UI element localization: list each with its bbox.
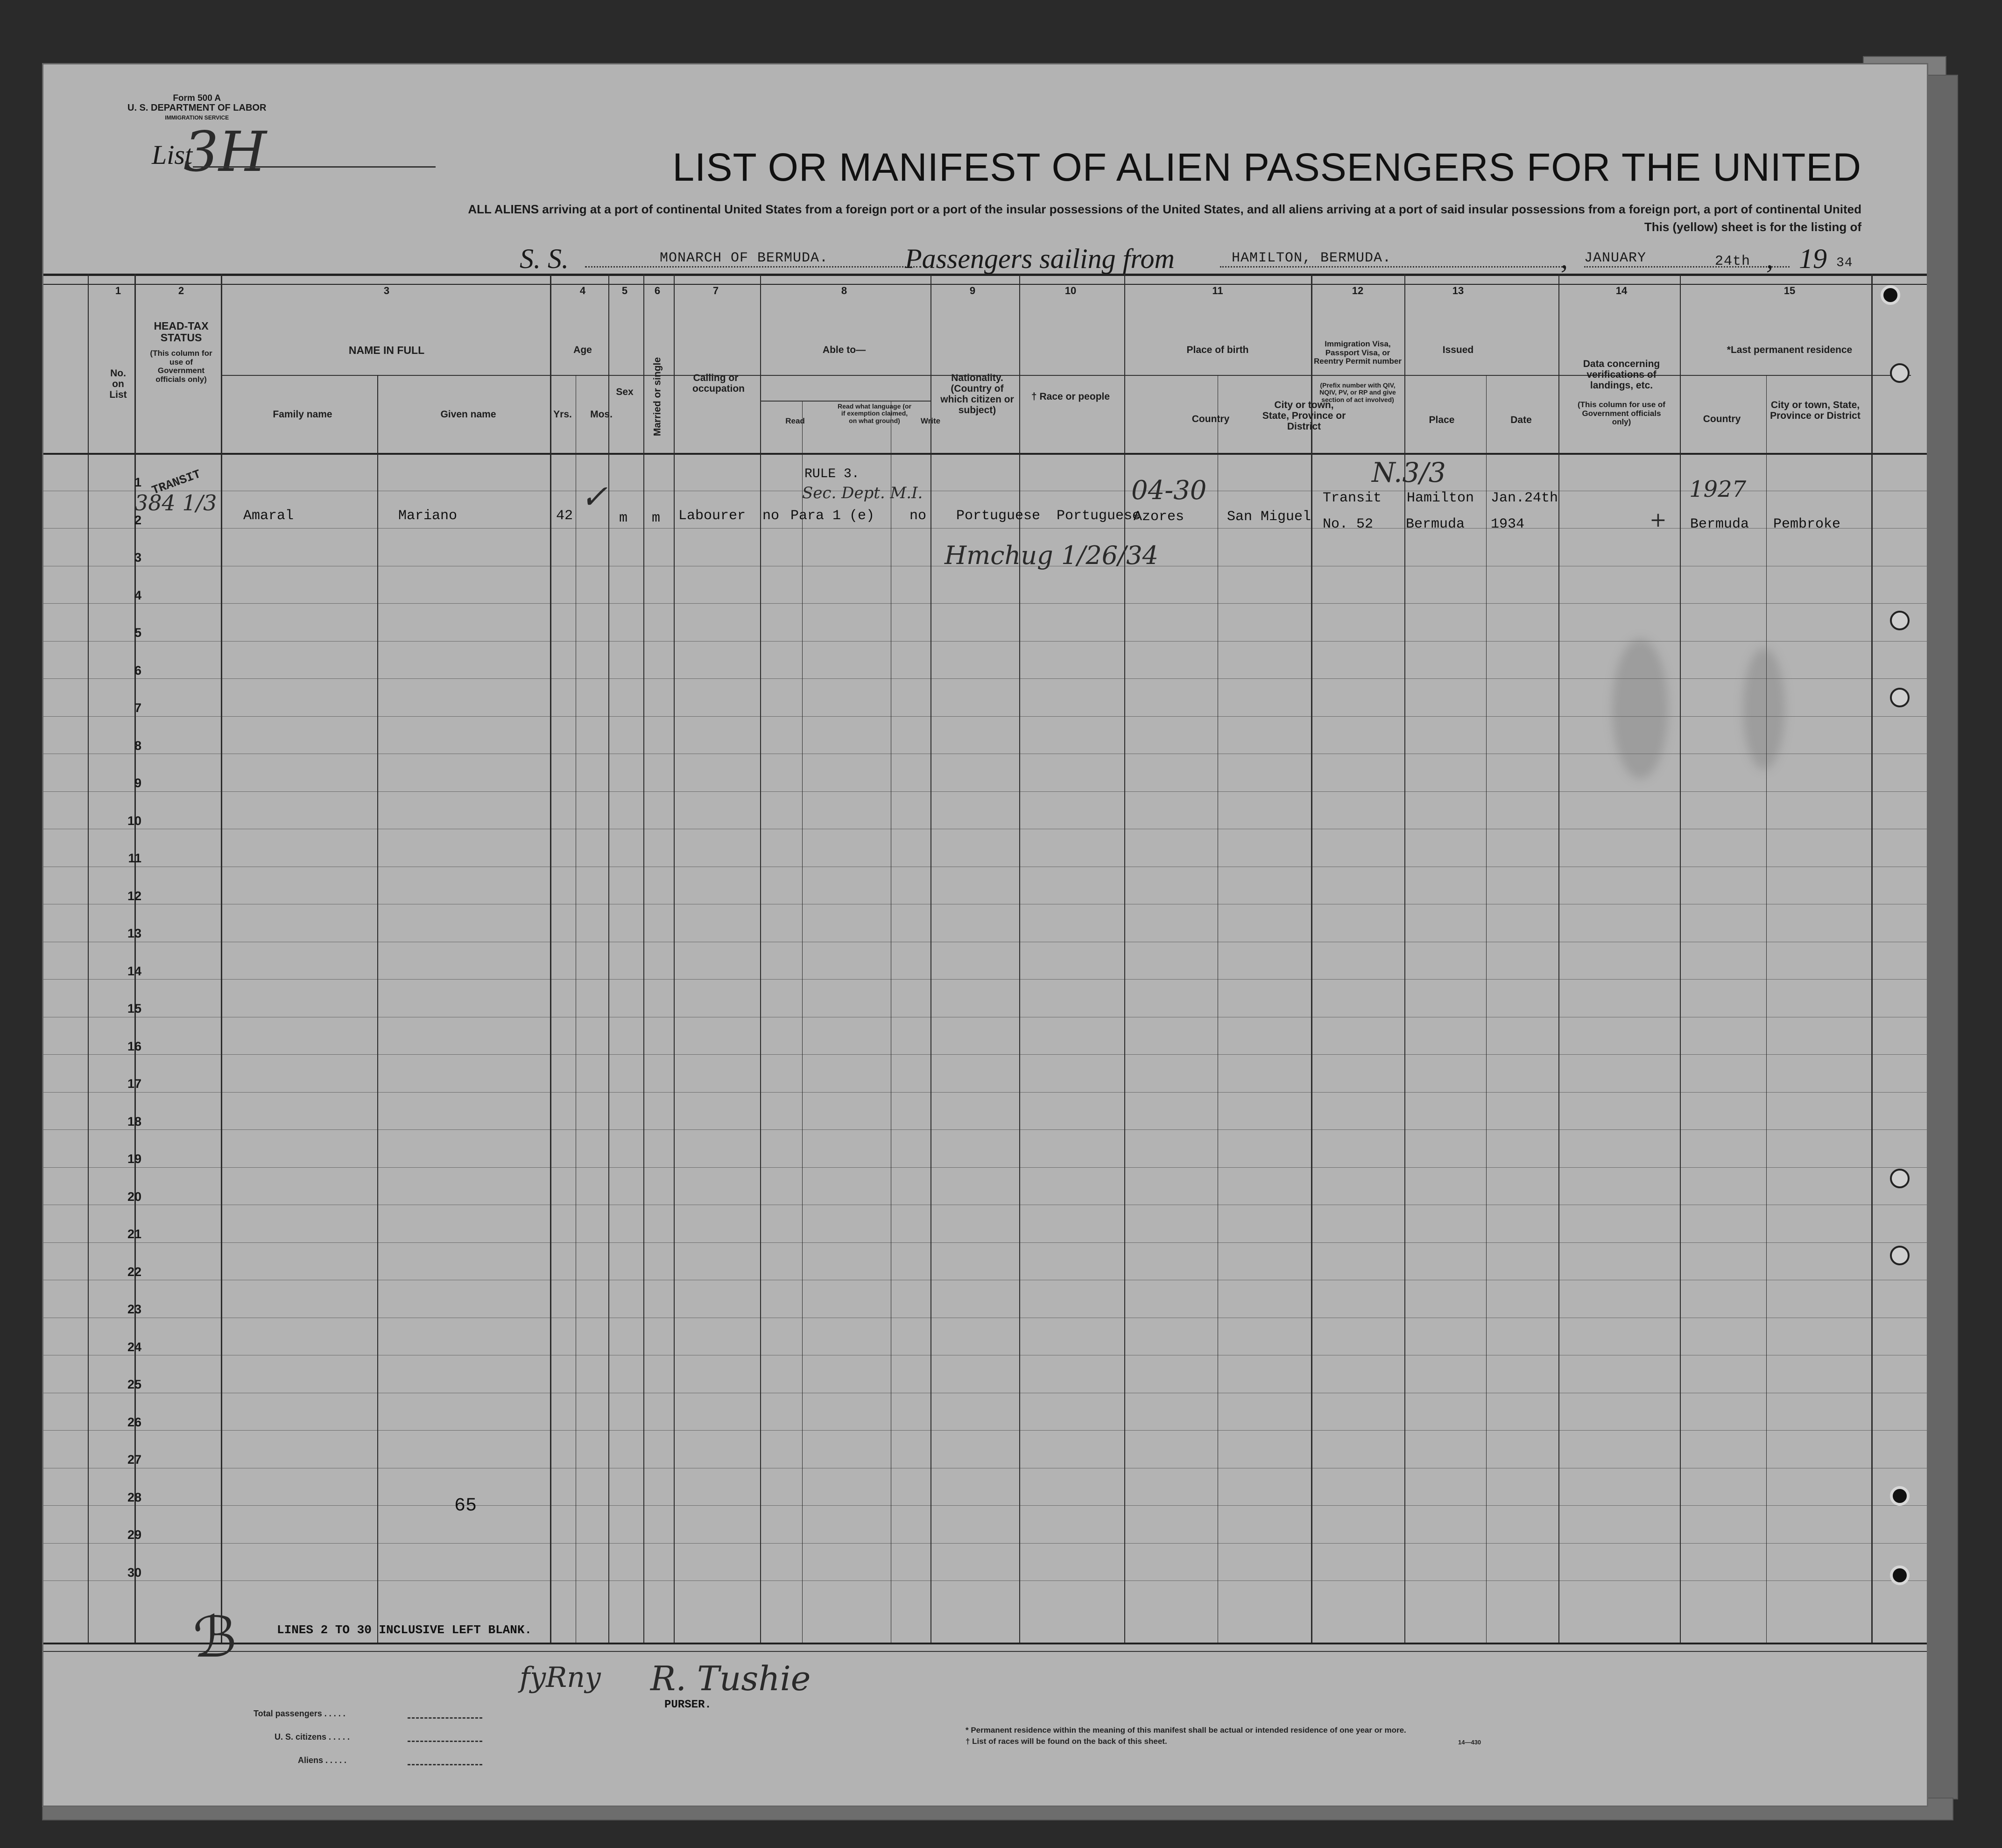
row-line (43, 603, 1928, 604)
column-line (1558, 274, 1559, 1643)
row-number: 8 (134, 738, 141, 753)
binder-hole (1890, 1486, 1910, 1506)
row-number: 11 (128, 851, 141, 865)
row1-birth-handwritten: 04-30 (1131, 475, 1207, 506)
column-line (760, 274, 761, 1643)
date-line (1584, 266, 1790, 268)
purser-label: PURSER. (664, 1699, 712, 1711)
row1-birth-country: Azores (1134, 509, 1184, 525)
row-number: 20 (127, 1189, 141, 1204)
date-day: 24th (1715, 254, 1751, 269)
row1-issued-date2: 1934 (1491, 516, 1525, 532)
column-line (88, 274, 89, 1643)
row1-age: 42 (556, 508, 573, 524)
row-number: 29 (127, 1528, 141, 1542)
row-line (43, 1580, 1928, 1581)
row-number: 13 (127, 926, 141, 940)
row-line (43, 1054, 1928, 1055)
head-tax-handwritten: 384 1/3 (134, 490, 217, 515)
row-line (43, 1505, 1928, 1506)
row1-read-handwritten: Sec. Dept. M.I. (802, 484, 923, 502)
header-age: Age (573, 345, 592, 355)
row-number: 15 (127, 1002, 141, 1016)
row-number: 7 (134, 701, 141, 715)
column-line (1680, 274, 1681, 1643)
header-no-on-list: No. on List (109, 368, 127, 401)
row1-married: m (652, 510, 661, 526)
row1-given-name: Mariano (398, 508, 458, 524)
header-name-in-full: NAME IN FULL (348, 344, 425, 356)
header-race: † Race or people (1031, 391, 1110, 402)
colnum-2: 2 (178, 285, 184, 296)
column-line (1871, 274, 1873, 1643)
row1-read: no (762, 508, 780, 524)
row-line (43, 1242, 1928, 1243)
smudge (1612, 639, 1668, 779)
column-line (674, 274, 675, 1643)
row-number: 14 (127, 964, 141, 978)
header-yrs: Yrs. (553, 409, 572, 420)
row-number: 26 (127, 1415, 141, 1429)
list-number: 3H (183, 120, 267, 184)
row1-visa-line2: No. 52 (1323, 516, 1374, 532)
aliens-label: Aliens . . . . . (298, 1756, 347, 1765)
form-number: Form 500 A (173, 93, 221, 103)
row-line (43, 791, 1928, 792)
date-comma: , (1561, 243, 1568, 274)
header-visa: Immigration Visa, Passport Visa, or Reentry Permit number (1314, 339, 1402, 366)
table-bottom-rule (43, 1643, 1928, 1644)
row-number: 27 (127, 1453, 141, 1467)
footnote-races: † List of races will be found on the back of this sheet. (966, 1737, 1167, 1746)
row-line (43, 1543, 1928, 1544)
row-number: 24 (127, 1340, 141, 1354)
head-tax-stamp: TRANSIT (150, 467, 203, 498)
row1-race: Portuguese (1057, 508, 1141, 524)
header-place-of-birth: Place of birth (1186, 345, 1249, 355)
header-mos: Mos. (590, 409, 613, 420)
row-number: 3 (134, 550, 141, 564)
binder-hole (1890, 611, 1910, 630)
row-number: 17 (127, 1077, 141, 1091)
header-verification: Data concerning verifications of landings, etc. (1583, 359, 1660, 391)
row1-verification-mark: + (1650, 508, 1667, 532)
colnum-12: 12 (1352, 285, 1364, 296)
ship-name: MONARCH OF BERMUDA. (660, 250, 829, 266)
row-line (43, 1129, 1928, 1130)
header-given-name: Given name (440, 409, 496, 420)
row1-read-stamp: RULE 3. (804, 467, 860, 481)
row-number: 21 (127, 1227, 141, 1241)
smudge (1743, 648, 1785, 769)
header-issued: Issued (1442, 345, 1474, 355)
header-head-tax-note: (This column for use of Government officials only) (150, 349, 212, 384)
colnum-15: 15 (1783, 285, 1796, 296)
colnum-4: 4 (579, 285, 586, 296)
row1-family-name: Amaral (243, 508, 294, 524)
row-number: 5 (134, 626, 141, 640)
row1-birth-city: San Miguel (1227, 509, 1311, 525)
footer-rule (43, 1651, 1928, 1652)
binder-hole (1890, 1566, 1910, 1585)
able-to-subrule (760, 401, 931, 402)
colnum-13: 13 (1452, 285, 1464, 296)
colnum-14: 14 (1615, 285, 1628, 296)
header-issued-date: Date (1510, 415, 1532, 425)
form-code: 14—430 (1458, 1739, 1481, 1746)
inspector-initials: fyRny (520, 1661, 601, 1694)
column-line (1124, 274, 1125, 1643)
colnum-10: 10 (1064, 285, 1077, 296)
ship-name-line (585, 266, 921, 268)
ss-label: S. S. (520, 243, 569, 274)
row-line (43, 1092, 1928, 1093)
mark-65: 65 (454, 1495, 477, 1516)
header-read: Read (785, 416, 805, 425)
row1-issued-place1: Hamilton (1407, 490, 1474, 506)
column-number-rule (43, 284, 1928, 285)
row-number: 2 (134, 513, 141, 527)
binder-hole (1890, 363, 1910, 383)
colnum-3: 3 (383, 285, 390, 296)
row-number: 9 (134, 776, 141, 790)
aliens-line (408, 1764, 482, 1765)
subtitle-line-1: ALL ALIENS arriving at a port of continental United States from a foreign port or a port of the insular possessions of the United States, and all aliens arriving at a port of said insular possessions from a foreign port, a port of continental United (468, 202, 1861, 216)
column-line (608, 274, 609, 1643)
header-write: Write (920, 416, 941, 425)
blank-lines-mark: ℬ (193, 1605, 237, 1670)
row-number: 19 (127, 1152, 141, 1166)
column-line (550, 274, 551, 1643)
row-number: 4 (134, 588, 141, 602)
row-line (43, 979, 1928, 980)
row1-visa-line1: Transit (1323, 490, 1382, 506)
row1-issued-place2: Bermuda (1406, 516, 1465, 532)
service-name: IMMIGRATION SERVICE (165, 114, 229, 121)
form-identifier (127, 93, 266, 123)
binder-hole (1890, 1246, 1910, 1265)
header-residence-country: Country (1703, 414, 1741, 424)
row1-occupation: Labourer (678, 508, 746, 524)
binder-hole (1881, 285, 1900, 305)
row1-residence-country: Bermuda (1690, 516, 1749, 532)
page-title: LIST OR MANIFEST OF ALIEN PASSENGERS FOR THE UNITED (672, 145, 1861, 189)
column-line (802, 401, 803, 1643)
total-passengers-line (408, 1717, 482, 1719)
row1-annotation-handwritten: Hmchug 1/26/34 (945, 541, 1158, 570)
header-nationality: Nationality. (Country of which citizen or subject) (940, 373, 1014, 416)
row-line (43, 1167, 1928, 1168)
row1-issued-date1: Jan.24th (1491, 490, 1558, 506)
total-passengers-label: Total passengers . . . . . (254, 1709, 345, 1718)
colnum-6: 6 (654, 285, 661, 296)
column-line (1486, 375, 1487, 1643)
column-line (643, 274, 644, 1643)
header-visa-note: (Prefix number with QIV, NQIV, PV, or RP and give section of act involved) (1319, 381, 1396, 403)
colnum-8: 8 (841, 285, 847, 296)
header-able-to: Able to— (822, 345, 866, 355)
header-married: Married or single (652, 357, 663, 437)
header-read-what: Read what language (or if exemption claimed, on what ground) (838, 402, 911, 424)
department-name: U. S. DEPARTMENT OF LABOR (127, 103, 267, 113)
row-number: 18 (127, 1114, 141, 1129)
year-prefix: 19 (1799, 243, 1827, 274)
header-head-tax: HEAD-TAX STATUS (154, 320, 209, 344)
column-line (1019, 274, 1020, 1643)
list-label: List (152, 140, 193, 170)
row-number: 10 (127, 813, 141, 828)
header-birth-city: City or town, State, Province or District (1262, 400, 1346, 432)
binder-hole (1890, 688, 1910, 707)
footnote-residence: * Permanent residence within the meaning of this manifest shall be actual or intended residence of one year or more. (966, 1726, 1406, 1735)
year-suffix: 34 (1836, 256, 1853, 270)
header-sex: Sex (616, 387, 634, 397)
row-number: 22 (127, 1264, 141, 1279)
colnum-7: 7 (712, 285, 719, 296)
colnum-9: 9 (969, 285, 976, 296)
row-number: 6 (134, 663, 141, 677)
column-line (377, 375, 378, 1643)
column-line (1311, 274, 1312, 1643)
header-calling: Calling or occupation (692, 373, 745, 395)
row-number: 1 (134, 475, 141, 489)
purser-signature: R. Tushie (650, 1659, 811, 1698)
header-residence-city: City or town, State, Province or District (1770, 400, 1861, 422)
row1-write: no (909, 508, 927, 524)
row1-visa-handwritten: N.3/3 (1372, 457, 1446, 488)
row1-residence-handwritten: 1927 (1689, 476, 1747, 502)
us-citizens-label: U. S. citizens . . . . . (275, 1732, 350, 1742)
row1-residence-city: Pembroke (1773, 516, 1841, 532)
row-number: 16 (127, 1039, 141, 1053)
list-number-line (193, 166, 436, 168)
sailing-label: Passengers sailing from (905, 243, 1175, 274)
binder-hole (1890, 1169, 1910, 1188)
subtitle-line-2: This (yellow) sheet is for the listing of (1644, 220, 1861, 234)
column-line (221, 274, 222, 1643)
row-line (43, 528, 1928, 529)
header-bottom-rule (43, 453, 1928, 455)
colnum-1: 1 (115, 285, 121, 296)
us-citizens-line (408, 1741, 482, 1742)
row1-nationality: Portuguese (956, 508, 1041, 524)
row-number: 23 (127, 1302, 141, 1316)
row1-sex: m (619, 510, 628, 526)
row1-read-what: Para 1 (e) (790, 508, 875, 524)
header-issued-place: Place (1429, 415, 1455, 425)
row-line (43, 1430, 1928, 1431)
header-family-name: Family name (273, 409, 332, 420)
row-number: 30 (127, 1565, 141, 1580)
date-comma-2: , (1766, 243, 1773, 274)
table-top-rule (43, 274, 1928, 276)
blank-lines-note: LINES 2 TO 30 INCLUSIVE LEFT BLANK. (277, 1623, 532, 1637)
sailing-from-line (1220, 266, 1565, 268)
row-number: 12 (127, 889, 141, 903)
row1-age-checkmark: ✓ (580, 478, 608, 516)
manifest-sheet (42, 63, 1928, 1807)
colnum-5: 5 (621, 285, 628, 296)
sailing-from: HAMILTON, BERMUDA. (1232, 250, 1392, 266)
header-last-residence: *Last permanent residence (1727, 345, 1853, 355)
header-birth-country: Country (1191, 414, 1230, 424)
header-verification-note: (This column for use of Government officials only) (1578, 400, 1665, 427)
row-number: 28 (127, 1490, 141, 1504)
column-line (1766, 375, 1767, 1643)
colnum-11: 11 (1212, 285, 1223, 296)
row-number: 25 (127, 1377, 141, 1391)
date-month: JANUARY (1584, 250, 1647, 266)
